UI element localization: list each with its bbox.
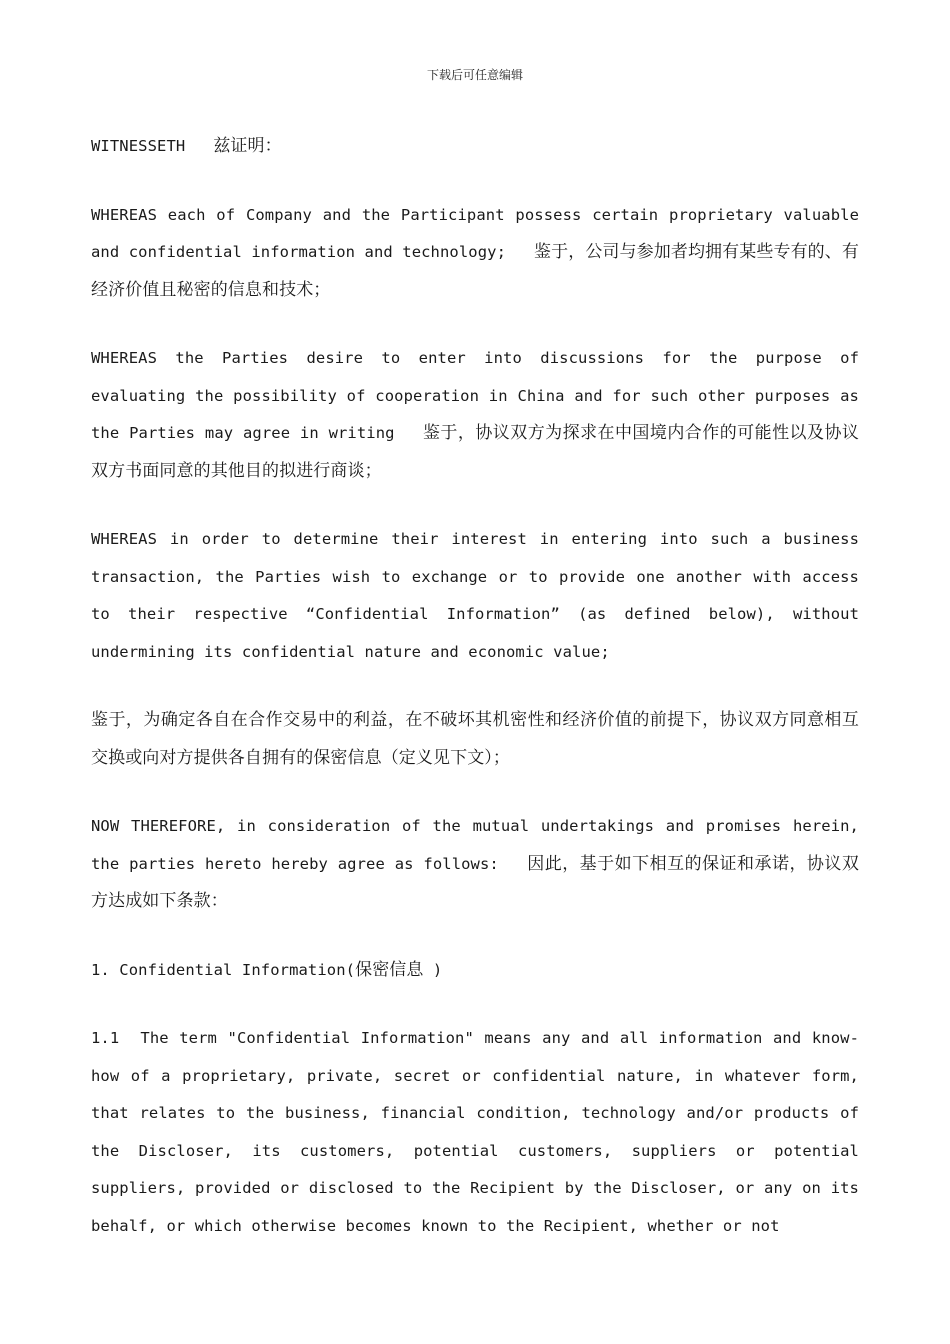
section-1-en: 1. Confidential Information( <box>91 960 356 979</box>
whereas-3-cn: 鉴于，为确定各自在合作交易中的利益，在不破坏其机密性和经济价值的前提下，协议双方同意相互交换或向对方提供各自拥有的保密信息（定义见下文）； <box>91 710 859 768</box>
witnesseth-cn: 兹证明： <box>213 136 282 156</box>
now-therefore-cn: 因此，基于如下相互的保证和承诺，协议双方达成如下条款： <box>91 853 859 911</box>
now-therefore-en: NOW THEREFORE, in consideration of the mutual undertakings and promises herein, the parties hereto hereby agree as follows: <box>91 817 859 873</box>
whereas-3-en: WHEREAS in order to determine their interest in entering into such a business transaction, the Parties wish to exchange or to provide one another with access to their respective “Confidential Information” (as defined below), without undermining its confidential nature and economic value; <box>91 530 859 661</box>
whereas-1-cn: 鉴于，公司与参加者均拥有某些专有的、有经济价值且秘密的信息和技术； <box>91 242 859 300</box>
section-1-1-paragraph <box>91 1020 869 1245</box>
whereas-2-paragraph <box>91 340 859 490</box>
whereas-1-en: WHEREAS each of Company and the Participant possess certain proprietary valuable and confidential information and technology; <box>91 205 859 261</box>
section-1-1-en: 1.1 The term "Confidential Information" means any and all information and know-how of a proprietary, private, secret or confidential nature, in whatever form, that relates to the business, financial condition, technology and/or products of the Discloser, its customers, potential customers, suppliers or potential suppliers, provided or disclosed to the Recipient by the Discloser, or any on its behalf, or which otherwise becomes known to the Recipient, whether or not <box>91 1029 869 1235</box>
document-body <box>91 128 869 1276</box>
now-therefore-paragraph <box>91 808 859 921</box>
whereas-3-cn-paragraph <box>91 702 859 777</box>
section-1-cn: 保密信息 <box>355 959 424 980</box>
section-1-heading <box>91 952 859 990</box>
section-1-close: ) <box>423 960 443 979</box>
witnesseth-en: WITNESSETH <box>91 137 186 155</box>
page-header: 下载后可任意编辑 <box>426 68 523 82</box>
whereas-2-en: WHEREAS the Parties desire to enter into discussions for the purpose of evaluating the possibility of cooperation in China and for such other purposes as the Parties may agree in writing <box>91 349 859 442</box>
whereas-3-paragraph <box>91 521 859 671</box>
whereas-1-paragraph <box>91 197 859 310</box>
whereas-2-cn: 鉴于，协议双方为探求在中国境内合作的可能性以及协议双方书面同意的其他目的拟进行商谈； <box>91 423 860 481</box>
witnesseth-paragraph <box>91 128 859 166</box>
